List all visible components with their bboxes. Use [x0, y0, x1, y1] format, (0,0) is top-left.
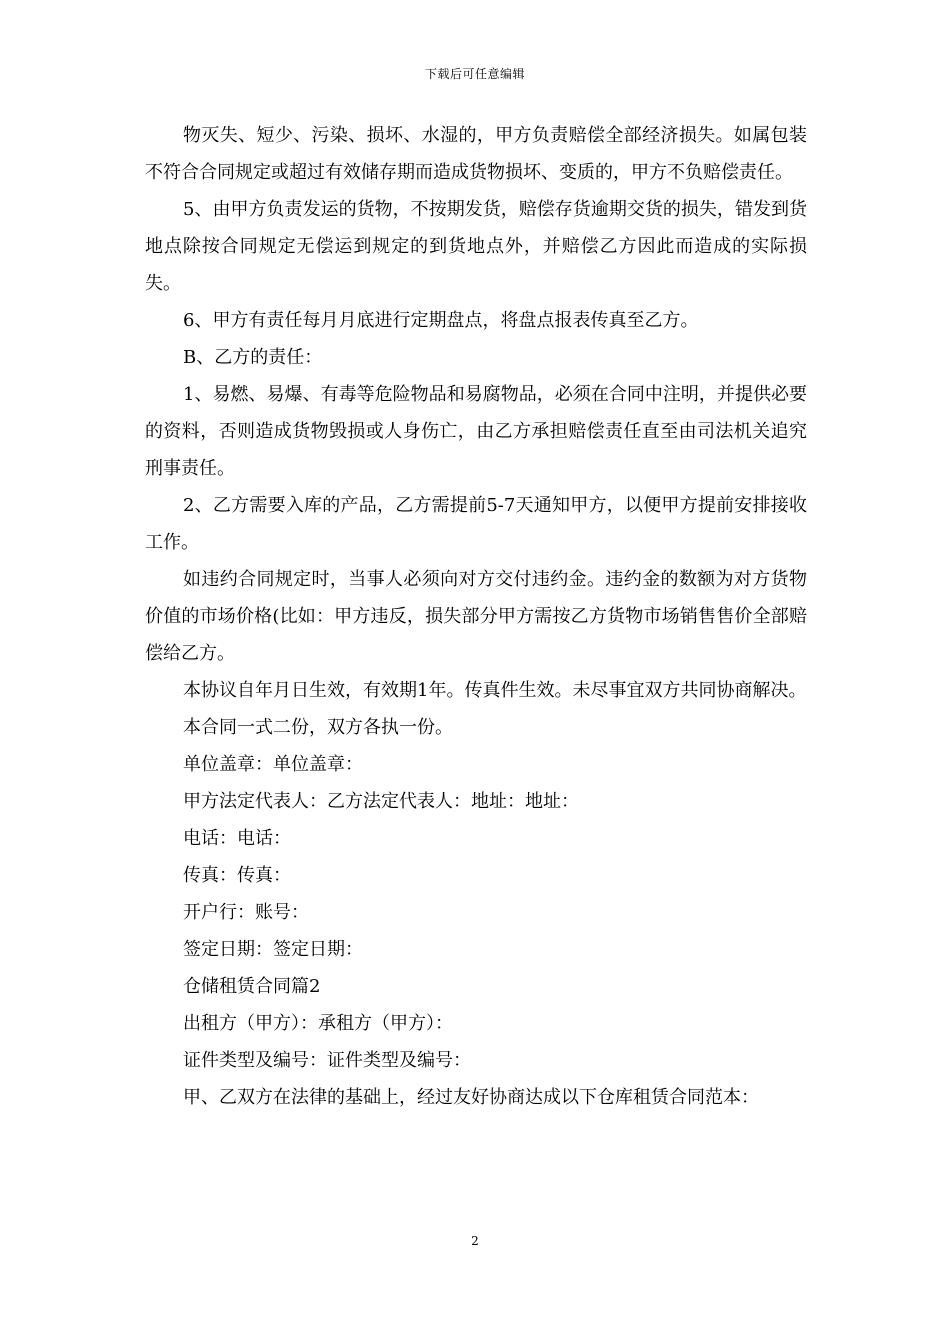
paragraph: 开户行：账号：: [183, 902, 309, 923]
paragraph: 单位盖章：单位盖章：: [183, 754, 363, 775]
section-heading: 仓储租赁合同篇2: [183, 976, 321, 997]
paragraph: 传真：传真：: [183, 865, 291, 886]
page-number: 2: [471, 1234, 479, 1248]
paragraph: 5、由甲方负责发运的货物，不按期发货，赔偿存货逾期交货的损失，错发到货地点除按合同规定无偿运到规定的到货地点外，并赔偿乙方因此而造成的实际损失。: [145, 199, 807, 294]
paragraph: 甲方法定代表人：乙方法定代表人：地址：地址：: [183, 791, 579, 812]
paragraph: 1、易燃、易爆、有毒等危险物品和易腐物品，必须在合同中注明，并提供必要的资料，否则造成货物毁损或人身伤亡，由乙方承担赔偿责任直至由司法机关追究刑事责任。: [145, 384, 807, 479]
paragraph: 6、甲方有责任每月月底进行定期盘点，将盘点报表传真至乙方。: [183, 310, 699, 331]
paragraph: B、乙方的责任：: [183, 347, 323, 368]
paragraph: 2、乙方需要入库的产品，乙方需提前5-7天通知甲方，以便甲方提前安排接收工作。: [145, 495, 807, 553]
paragraph: 物灭失、短少、污染、损坏、水湿的，甲方负责赔偿全部经济损失。如属包装不符合合同规定或超过有效储存期而造成货物损坏、变质的，甲方不负赔偿责任。: [145, 125, 807, 183]
paragraph: 证件类型及编号：证件类型及编号：: [183, 1050, 471, 1071]
document-body: [145, 117, 807, 1116]
page-header: 下载后可任意编辑: [424, 67, 525, 81]
paragraph: 电话：电话：: [183, 828, 291, 849]
paragraph: 签定日期：签定日期：: [183, 939, 363, 960]
paragraph: 本协议自年月日生效，有效期1年。传真件生效。未尽事宜双方共同协商解决。: [183, 680, 807, 701]
paragraph: 本合同一式二份，双方各执一份。: [183, 717, 453, 738]
paragraph: 甲、乙双方在法律的基础上，经过友好协商达成以下仓库租赁合同范本：: [183, 1087, 759, 1108]
paragraph: 如违约合同规定时，当事人必须向对方交付违约金。违约金的数额为对方货物价值的市场价格(比如：甲方违反，损失部分甲方需按乙方货物市场销售售价全部赔偿给乙方。: [145, 569, 807, 664]
paragraph: 出租方（甲方）：承租方（甲方）：: [183, 1013, 453, 1034]
